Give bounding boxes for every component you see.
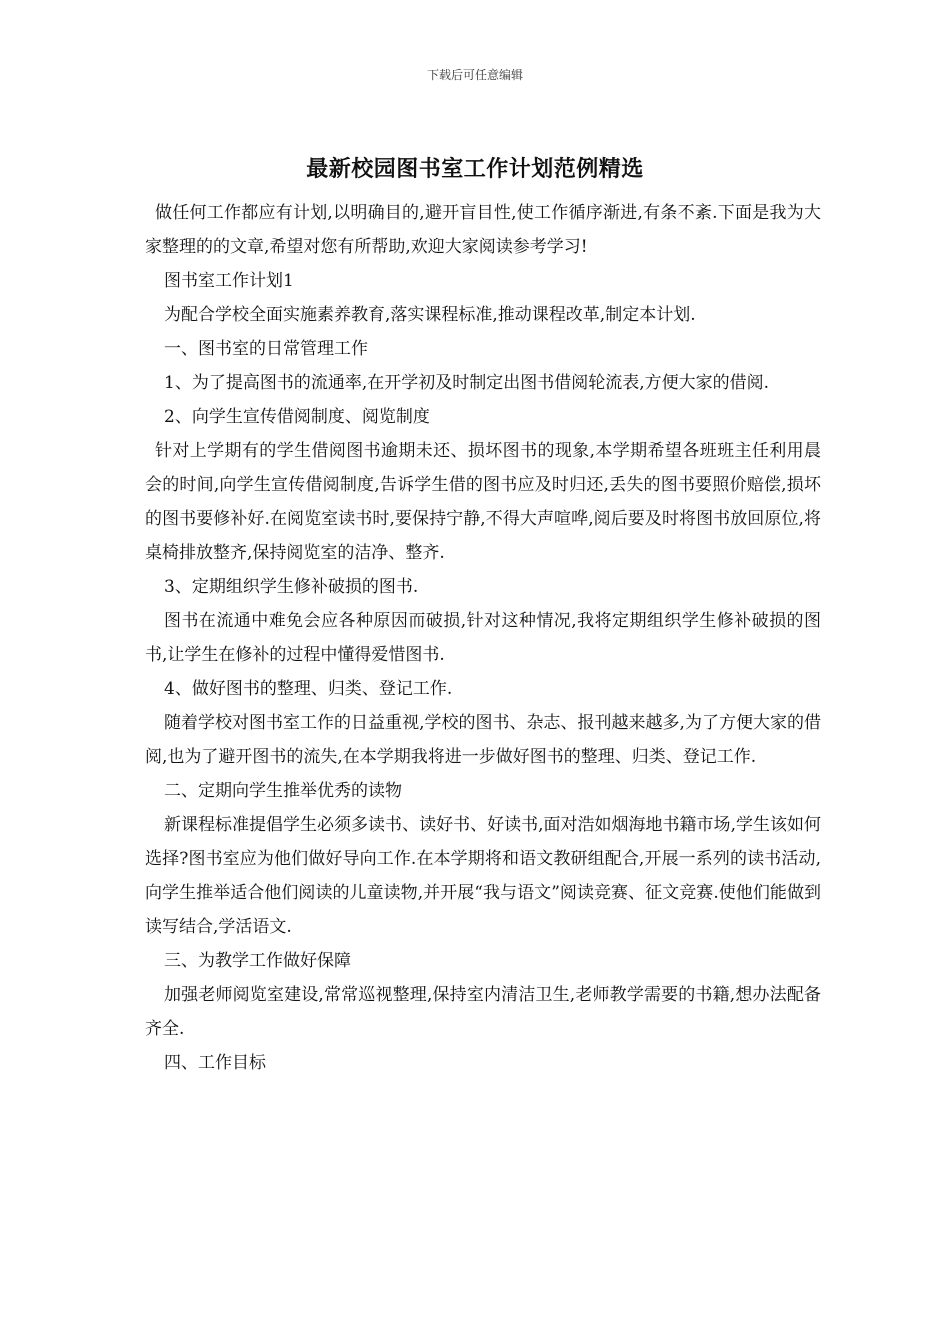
paragraph: 新课程标准提倡学生必须多读书、读好书、好读书,面对浩如烟海地书籍市场,学生该如何选择?图书室应为他们做好导向工作.在本学期将和语文教研组配合,开展一系列的读书活动,向学生推举适合他们阅读的儿童读物,并开展“我与语文”阅读竞赛、征文竞赛.使他们能做到读写结合,学活语文. [145, 815, 821, 937]
paragraph: 图书在流通中难免会应各种原因而破损,针对这种情况,我将定期组织学生修补破损的图书,让学生在修补的过程中懂得爱惜图书. [145, 611, 821, 665]
paragraph: 为配合学校全面实施素养教育,落实课程标准,推动课程改革,制定本计划. [164, 305, 696, 325]
section-heading: 二、定期向学生推举优秀的读物 [164, 781, 402, 801]
section-heading: 三、为教学工作做好保障 [164, 951, 351, 971]
list-item: 3、定期组织学生修补破损的图书. [164, 577, 419, 597]
document-body [145, 196, 821, 1080]
list-item: 4、做好图书的整理、归类、登记工作. [164, 679, 453, 699]
list-item: 1、为了提高图书的流通率,在开学初及时制定出图书借阅轮流表,方便大家的借阅. [164, 373, 770, 393]
section-heading: 四、工作目标 [164, 1053, 266, 1073]
paragraph: 加强老师阅览室建设,常常巡视整理,保持室内清洁卫生,老师教学需要的书籍,想办法配备齐全. [145, 985, 821, 1039]
paragraph: 针对上学期有的学生借阅图书逾期未还、损坏图书的现象,本学期希望各班班主任利用晨会的时间,向学生宣传借阅制度,告诉学生借的图书应及时归还,丢失的图书要照价赔偿,损坏的图书要修补好.在阅览室读书时,要保持宁静,不得大声喧哗,阅后要及时将图书放回原位,将桌椅排放整齐,保持阅览室的洁净、整齐. [145, 441, 821, 563]
section-heading: 图书室工作计划1 [164, 271, 294, 291]
document-title: 最新校园图书室工作计划范例精选 [306, 156, 644, 182]
paragraph: 随着学校对图书室工作的日益重视,学校的图书、杂志、报刊越来越多,为了方便大家的借阅,也为了避开图书的流失,在本学期我将进一步做好图书的整理、归类、登记工作. [145, 713, 821, 767]
header-note: 下载后可任意编辑 [426, 68, 523, 82]
section-heading: 一、图书室的日常管理工作 [164, 339, 368, 359]
paragraph: 做任何工作都应有计划,以明确目的,避开盲目性,使工作循序渐进,有条不紊.下面是我为大家整理的的文章,希望对您有所帮助,欢迎大家阅读参考学习! [145, 203, 821, 257]
list-item: 2、向学生宣传借阅制度、阅览制度 [164, 407, 430, 427]
